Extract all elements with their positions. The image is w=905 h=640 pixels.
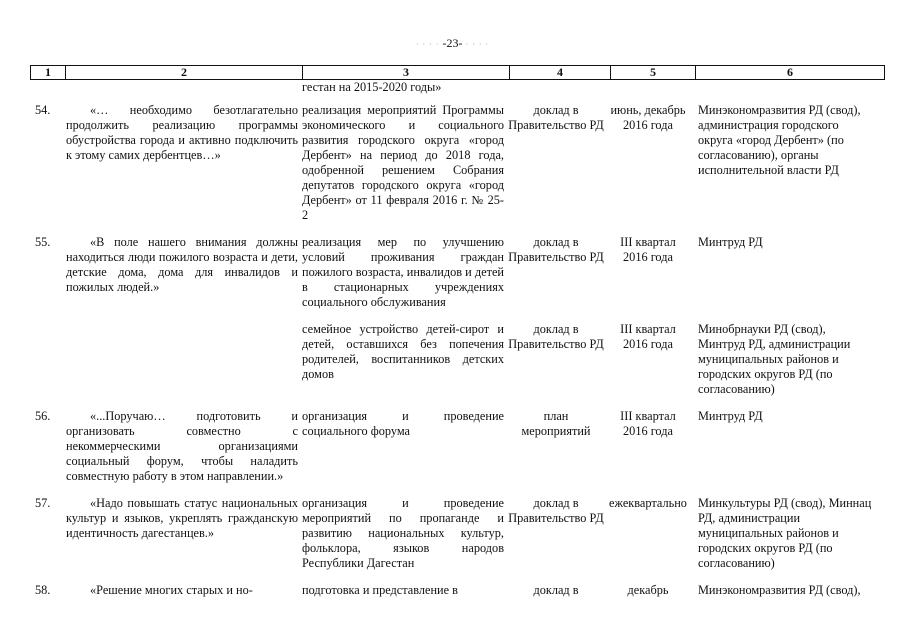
form-cell: доклад в	[533, 583, 579, 597]
row-number	[30, 322, 64, 397]
instructions-table	[30, 80, 878, 598]
quote-cell	[64, 322, 300, 397]
form-cell: доклад в Правительство РД	[508, 235, 604, 264]
column-number-header	[30, 65, 885, 80]
responsible-cell: Минэкономразвития РД (свод),	[698, 583, 861, 597]
table-row	[30, 235, 878, 310]
action-cell: реализация мероприятий Программы экономического и социального развития городского округа «город Дербент» на период до 2018 года, одобренной решением Собрания депутатов городского округа «город Дербент» от 11 февраля 2016 г. № 25-2	[302, 103, 504, 222]
quote-cell: «… необходимо безотлагательно продолжить реализацию программы обустройства города и активно подключить к этому самих дербентцев…»	[66, 103, 298, 162]
responsible-cell: Минкультуры РД (свод), Миннац РД, администрации муниципальных районов и городских округов РД (по согласованию)	[698, 496, 872, 570]
table-row	[30, 322, 878, 397]
page-number-text: -23-	[442, 36, 463, 50]
action-cell: организация и проведение мероприятий по пропаганде и развитию национальных культур, фольклора, языков народов Республики Дагестан	[302, 496, 504, 570]
column-number: 6	[696, 66, 885, 80]
form-cell: доклад в Правительство РД	[508, 496, 604, 525]
table-row	[30, 409, 878, 484]
quote-cell: «...Поручаю… подготовить и организовать совместно с некоммерческими организациями социальный форум, чтобы наладить совместную работу в этом направлении.»	[66, 409, 298, 483]
action-cell: семейное устройство детей-сирот и детей, оставшихся без попечения родителей, воспитанников детских домов	[302, 322, 504, 381]
action-cell: организация и проведение социального форума	[302, 409, 504, 438]
term-cell: декабрь	[627, 583, 669, 597]
row-number: 54.	[35, 103, 51, 117]
quote-cell: «Надо повышать статус национальных культур и языков, укреплять гражданскую идентичность дагестанцев.»	[66, 496, 298, 540]
table-row	[30, 583, 878, 598]
quote-cell: «В поле нашего внимания должны находиться люди пожилого возраста и дети, детские дома, дома для инвалидов и пожилых людей.»	[66, 235, 298, 294]
action-cell: гестан на 2015-2020 годы»	[302, 80, 442, 94]
column-number: 4	[510, 66, 611, 80]
row-number: 55.	[35, 235, 51, 249]
row-number: 58.	[35, 583, 51, 597]
form-cell: доклад в Правительство РД	[508, 322, 604, 351]
row-number: 56.	[35, 409, 51, 423]
term-cell: III квартал 2016 года	[620, 235, 676, 264]
scan-noise: · · · ·	[465, 40, 490, 49]
responsible-cell: Минэкономразвития РД (свод), администрация городского округа «город Дербент» (по согласованию), органы исполнительной власти РД	[698, 103, 861, 177]
column-number: 1	[31, 66, 66, 80]
term-cell: III квартал 2016 года	[620, 409, 676, 438]
quote-cell: «Решение многих старых и но-	[90, 583, 253, 597]
row-number: 57.	[35, 496, 51, 510]
term-cell: ежеквартально	[609, 496, 687, 510]
term-cell: июнь, декабрь 2016 года	[610, 103, 686, 132]
term-cell: III квартал 2016 года	[620, 322, 676, 351]
table-row	[30, 496, 878, 571]
table-row	[30, 80, 878, 103]
column-number: 2	[66, 66, 303, 80]
action-cell: подготовка и представление в	[302, 583, 458, 597]
column-number: 5	[611, 66, 696, 80]
table-row	[30, 103, 878, 223]
responsible-cell: Минтруд РД	[698, 235, 763, 249]
responsible-cell: Минобрнауки РД (свод), Минтруд РД, администрации муниципальных районов и городских округов РД (по согласованию)	[698, 322, 851, 396]
action-cell: реализация мер по улучшению условий проживания граждан пожилого возраста, инвалидов и детей в стационарных учреждениях социального обслуживания	[302, 235, 504, 309]
column-number: 3	[303, 66, 510, 80]
form-cell: доклад в Правительство РД	[508, 103, 604, 132]
page-number	[0, 36, 905, 51]
scan-noise: · · · ·	[415, 40, 440, 49]
form-cell: план мероприятий	[521, 409, 591, 438]
responsible-cell: Минтруд РД	[698, 409, 763, 423]
